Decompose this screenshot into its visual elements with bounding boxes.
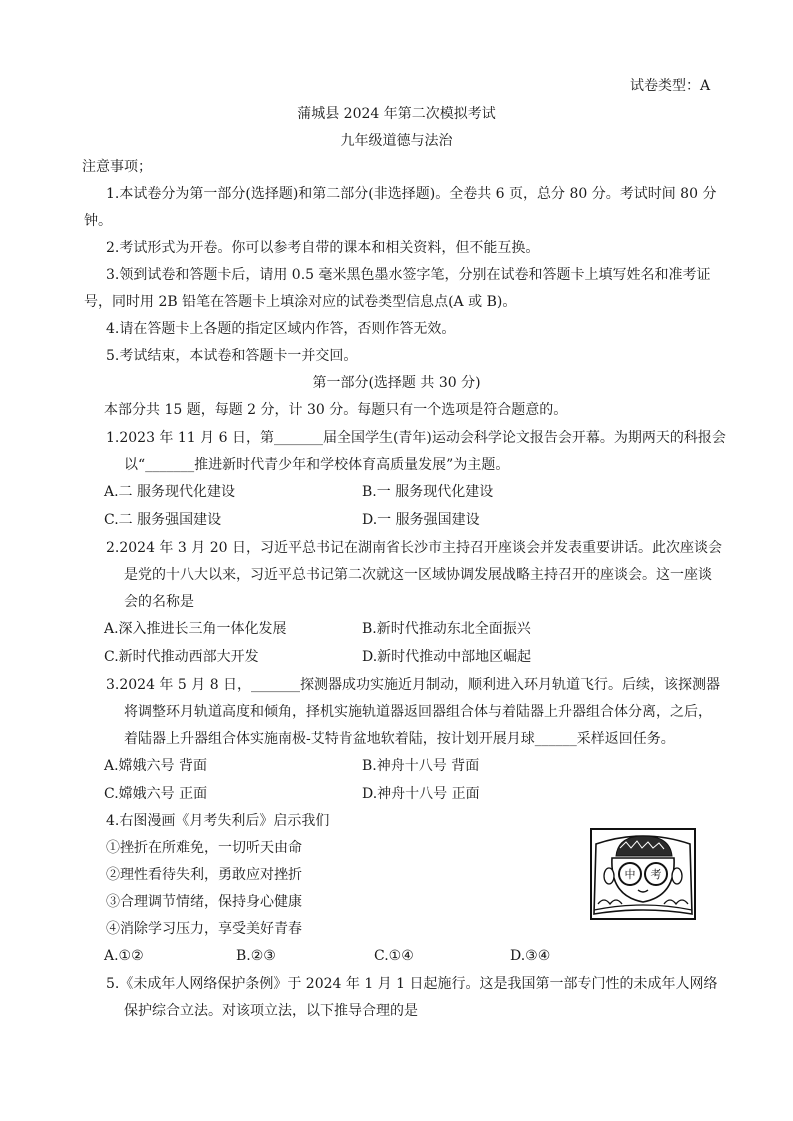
question-2-option-c: C.新时代推动西部大开发 [104, 649, 259, 665]
notice-item: 2.考试形式为开卷。你可以参考自带的课本和相关资料，但不能互换。 [106, 240, 540, 256]
part1-intro: 本部分共 15 题，每题 2 分，计 30 分。每题只有一个选项是符合题意的。 [104, 402, 568, 418]
question-2-option-d: D.新时代推动中部地区崛起 [362, 649, 532, 665]
notice-item: 5.考试结束，本试卷和答题卡一并交回。 [106, 348, 358, 364]
question-5-line: 保护综合立法。对该项立法，以下推导合理的是 [124, 1003, 418, 1019]
question-4-statement: ②理性看待失利，勇敢应对挫折 [106, 867, 302, 883]
question-2-line: 会的名称是 [124, 594, 194, 610]
cartoon-eye-text-left: 中 [624, 868, 636, 881]
question-3-line: 3.2024 年 5 月 8 日，_______探测器成功实施近月制动，顺利进入环月轨道飞行。后续，该探测器 [106, 677, 721, 693]
question-4-option-b: B.②③ [236, 948, 276, 964]
question-1-option-b: B.一 服务现代化建设 [362, 484, 494, 500]
question-3-option-c: C.嫦娥六号 正面 [104, 786, 208, 802]
question-2-option-b: B.新时代推动东北全面振兴 [362, 621, 531, 637]
question-2-line: 2.2024 年 3 月 20 日，习近平总书记在湖南省长沙市主持召开座谈会并发表重要讲话。此次座谈会 [106, 540, 722, 556]
question-2-option-a: A.深入推进长三角一体化发展 [104, 621, 287, 637]
cartoon-eye-text-right: 考 [650, 868, 662, 881]
question-3-line: 着陆器上升器组合体实施南极-艾特肯盆地软着陆，按计划开展月球______采样返回任务。 [124, 731, 675, 747]
paper-type-label: 试卷类型：A [630, 78, 711, 94]
question-5-line: 5.《未成年人网络保护条例》于 2024 年 1 月 1 日起施行。这是我国第一部专门性的未成年人网络 [106, 976, 718, 992]
cartoon-drawing [588, 826, 698, 922]
notice-item: 号，同时用 2B 铅笔在答题卡上填涂对应的试卷类型信息点(A 或 B)。 [84, 294, 517, 310]
question-3-line: 将调整环月轨道高度和倾角，择机实施轨道器返回器组合体与着陆器上升器组合体分离，之后， [124, 704, 712, 720]
question-1-option-a: A.二 服务现代化建设 [104, 484, 236, 500]
exam-title: 蒲城县 2024 年第二次模拟考试 [297, 106, 496, 122]
question-2-line: 是党的十八大以来，习近平总书记第二次就这一区域协调发展战略主持召开的座谈会。这一座谈 [124, 567, 712, 583]
question-4-line: 4.右图漫画《月考失利后》启示我们 [106, 813, 330, 829]
question-4-statement: ③合理调节情绪，保持身心健康 [106, 894, 302, 910]
notice-item: 3.领到试卷和答题卡后，请用 0.5 毫米黑色墨水签字笔，分别在试卷和答题卡上填写姓名和准考证 [106, 267, 711, 283]
notice-item: 钟。 [84, 213, 112, 229]
question-3-option-b: B.神舟十八号 背面 [362, 758, 480, 774]
question-4-statement: ①挫折在所难免，一切听天由命 [106, 840, 302, 856]
question-4-option-c: C.①④ [374, 948, 414, 964]
question-4-statement: ④消除学习压力，享受美好青春 [106, 921, 302, 937]
question-3-option-d: D.神舟十八号 正面 [362, 786, 480, 802]
question-3-option-a: A.嫦娥六号 背面 [104, 758, 208, 774]
question-1-option-d: D.一 服务强国建设 [362, 512, 480, 528]
notice-heading: 注意事项； [82, 159, 152, 175]
cartoon-illustration [588, 826, 698, 922]
notice-item: 4.请在答题卡上各题的指定区域内作答，否则作答无效。 [106, 321, 456, 337]
question-1-line: 1.2023 年 11 月 6 日，第_______届全国学生(青年)运动会科学论文报告会开幕。为期两天的科报会 [106, 430, 726, 446]
question-4-option-a: A.①② [104, 948, 144, 964]
exam-subject: 九年级道德与法治 [340, 133, 453, 149]
notice-item: 1.本试卷分为第一部分(选择题)和第二部分(非选择题)。全卷共 6 页，总分 80 分。考试时间 80 分 [106, 186, 717, 202]
question-1-line: 以“_______推进新时代青少年和学校体育高质量发展”为主题。 [124, 457, 510, 473]
question-4-option-d: D.③④ [510, 948, 551, 964]
part1-heading: 第一部分(选择题 共 30 分) [312, 375, 481, 391]
question-1-option-c: C.二 服务强国建设 [104, 512, 222, 528]
